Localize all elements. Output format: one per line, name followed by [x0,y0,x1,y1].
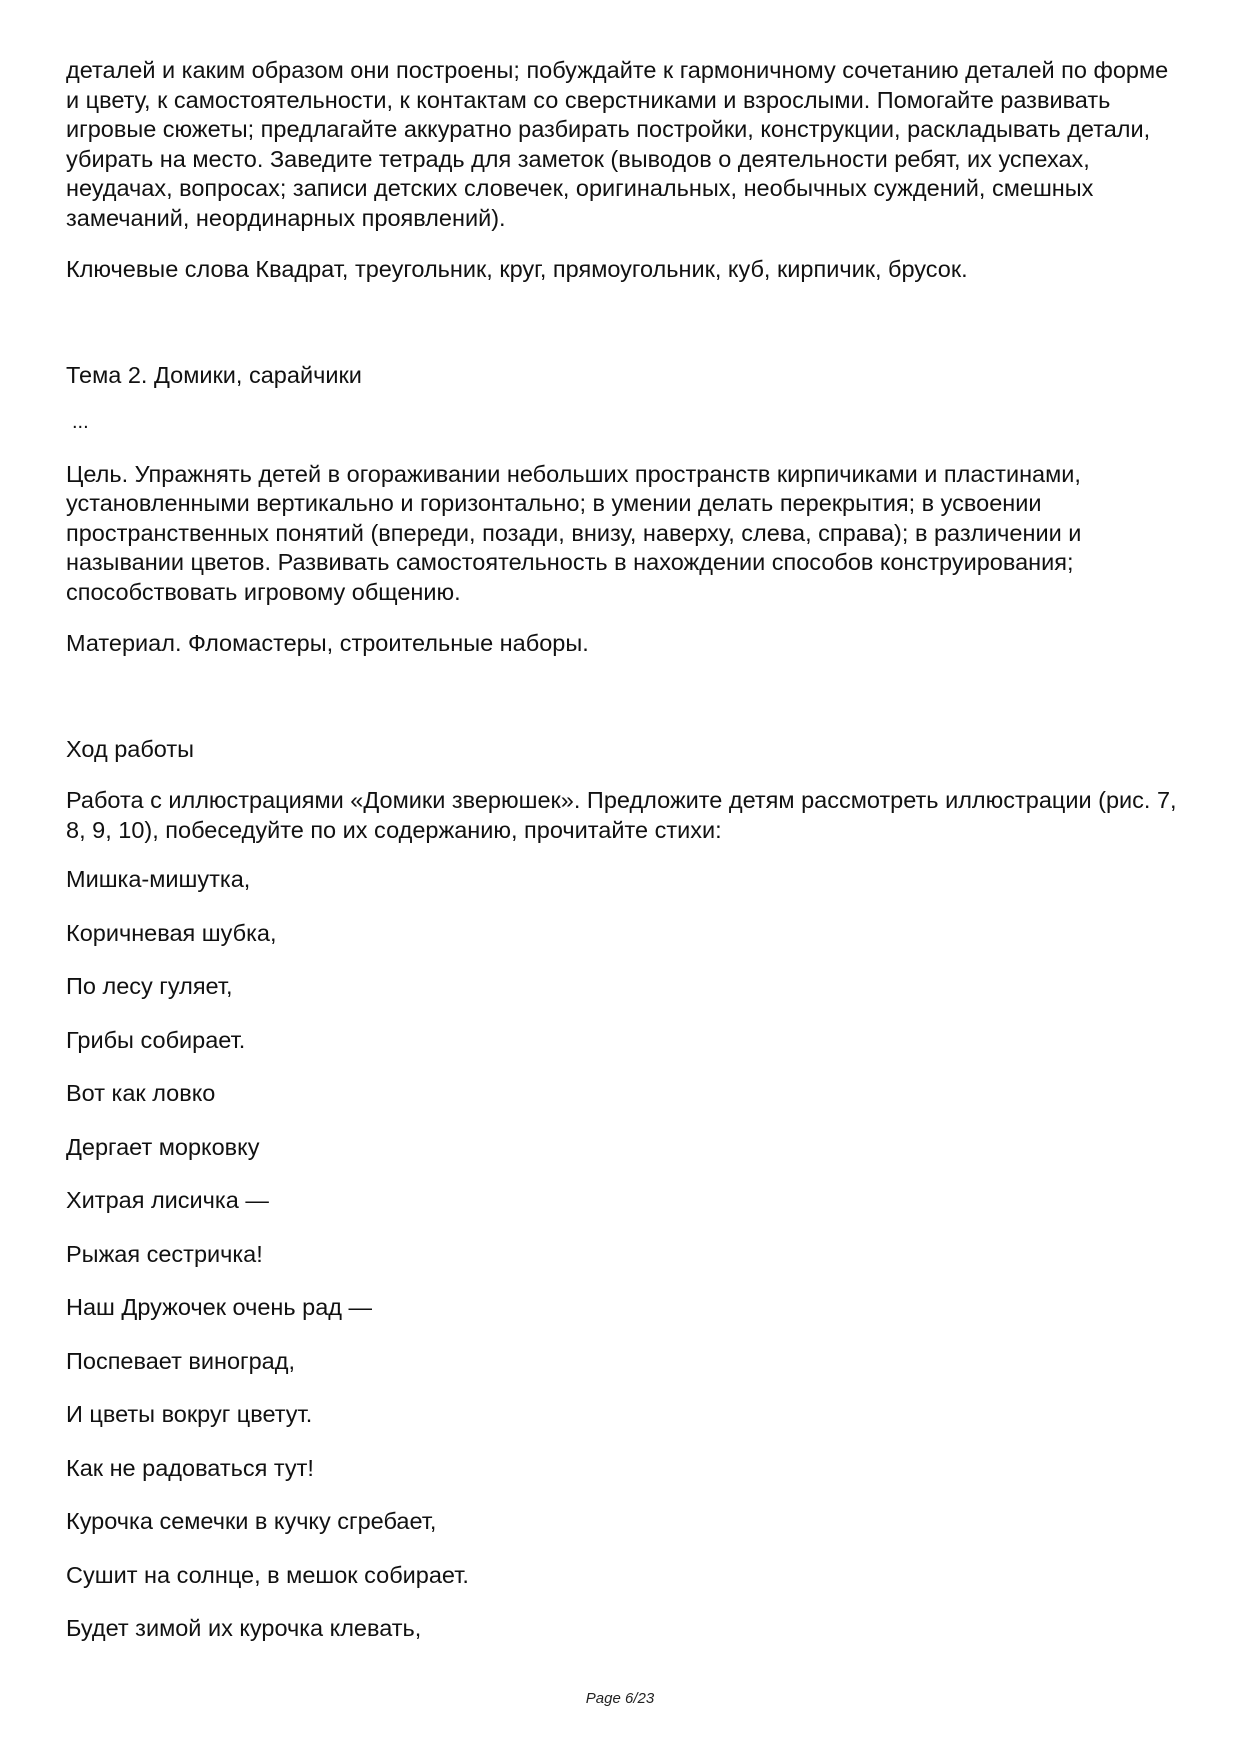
intro-paragraph: деталей и каким образом они построены; побуждайте к гармоничному сочетанию деталей по форме и цвету, к самостоятельности, к контактам со сверстниками и взрослыми. Помогайте развивать игровые сюжеты; предлагайте аккуратно разбирать постройки, конструкции, раскладывать детали, убирать на место. Заведите тетрадь для заметок (выводов о деятельности ребят, их успехах, неудачах, вопросах; записи детских словечек, оригинальных, необычных суждений, смешных замечаний, неординарных проявлений). [66,57,1169,231]
poem-line: Вот как ловко [66,1080,216,1106]
poem-line: Дергает морковку [66,1133,260,1160]
document-page [66,56,1186,1668]
keywords-paragraph: Ключевые слова Квадрат, треугольник, круг, прямоугольник, куб, кирпичик, брусок. [66,256,968,282]
material-paragraph: Материал. Фломастеры, строительные наборы. [66,630,589,656]
poem [66,865,1186,1644]
theme-heading: Тема 2. Домики, сарайчики [66,361,362,388]
poem-line: Коричневая шубка, [66,919,277,946]
poem-line: Грибы собирает. [66,1026,246,1053]
ellipsis-text: ... [72,411,89,433]
poem-line: Будет зимой их курочка клевать, [66,1615,422,1641]
poem-line: Поспевает виноград, [66,1347,295,1374]
poem-line: По лесу гуляет, [66,973,233,999]
poem-line: Рыжая сестричка! [66,1240,263,1267]
poem-line: И цветы вокруг цветут. [66,1401,313,1427]
goal-paragraph: Цель. Упражнять детей в огораживании небольших пространств кирпичиками и пластинами, установленными вертикально и горизонтально; в умении делать перекрытия; в усвоении пространственных понятий (впереди, позади, внизу, наверху, слева, справа); в различении и назывании цветов. Развивать самостоятельность в нахождении способов конструирования; способствовать игровому общению. [66,460,1082,605]
poem-line: Хитрая лисичка — [66,1187,269,1213]
work-paragraph: Работа с иллюстрациями «Домики зверюшек». Предложите детям рассмотреть иллюстрации (рис. 7, 8, 9, 10), побеседуйте по их содержанию, прочитайте стихи: [66,787,1177,843]
poem-line: Мишка-мишутка, [66,866,251,892]
page-number-footer: Page 6/23 [585,1690,655,1707]
poem-line: Курочка семечки в кучку сгребает, [66,1508,437,1534]
poem-line: Наш Дружочек очень рад — [66,1294,373,1320]
course-heading: Ход работы [66,735,195,762]
poem-line: Как не радоваться тут! [66,1454,314,1481]
poem-line: Сушит на солнце, в мешок собирает. [66,1561,469,1588]
